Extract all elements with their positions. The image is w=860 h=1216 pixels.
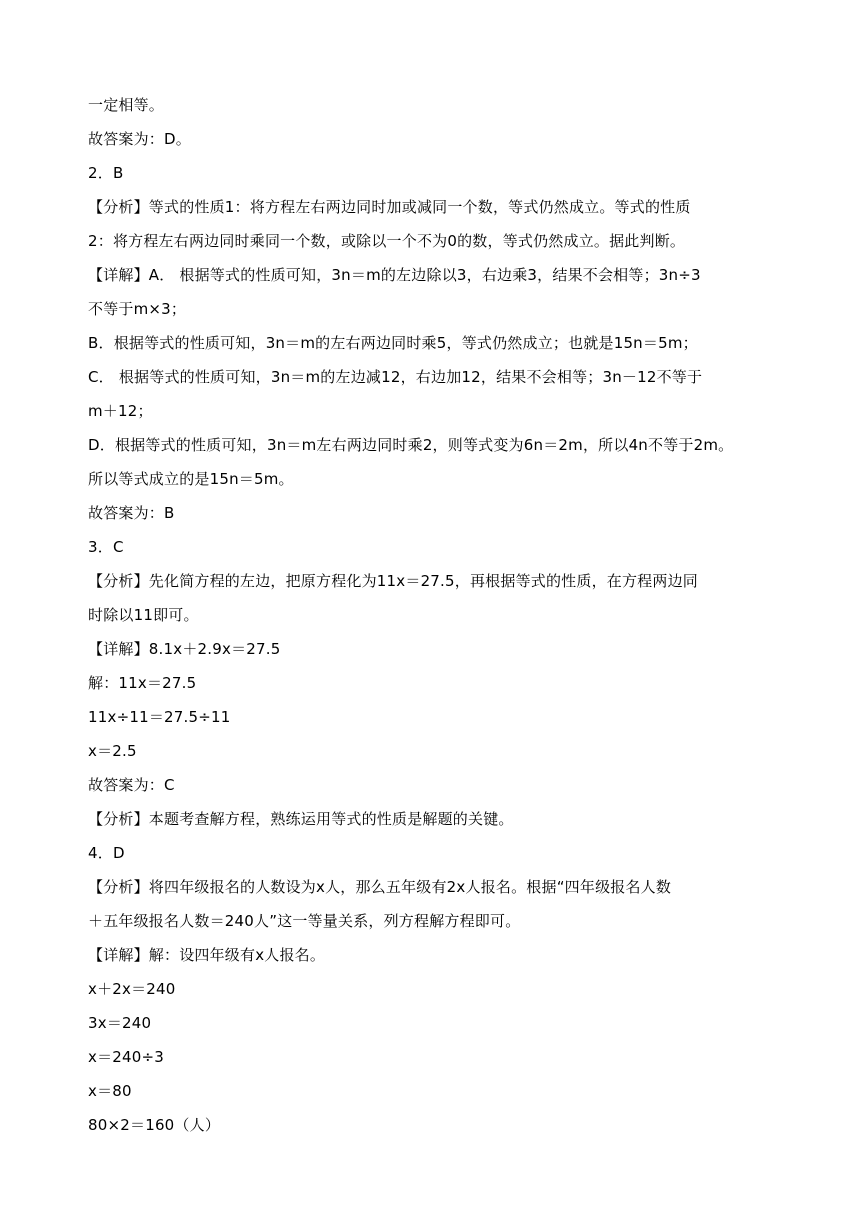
detail-line: 【详解】8.1x＋2.9x＝27.5 xyxy=(88,640,281,658)
text-line: 故答案为：C xyxy=(88,776,175,794)
detail-line: 【详解】解：设四年级有x人报名。 xyxy=(88,946,326,964)
text-line: C． 根据等式的性质可知，3n＝m的左边减12，右边加12，结果不会相等；3n－12不等于 xyxy=(88,368,703,386)
equation-line: x＝240÷3 xyxy=(88,1048,165,1066)
analysis-line: 【分析】等式的性质1：将方程左右两边同时加或减同一个数，等式仍然成立。等式的性质 xyxy=(88,198,691,216)
text-line: ＋五年级报名人数＝240人”这一等量关系，列方程解方程即可。 xyxy=(88,912,521,930)
detail-line: 【详解】A． 根据等式的性质可知，3n＝m的左边除以3，右边乘3，结果不会相等；3n÷3 xyxy=(88,266,701,284)
analysis-line: 【分析】将四年级报名的人数设为x人，那么五年级有2x人报名。根据“四年级报名人数 xyxy=(88,878,672,896)
text-line: m＋12； xyxy=(88,402,153,420)
text-line: 故答案为：D。 xyxy=(88,130,191,148)
equation-line: 3x＝240 xyxy=(88,1014,152,1032)
analysis-line: 【分析】先化简方程的左边，把原方程化为11x＝27.5，再根据等式的性质，在方程两边同 xyxy=(88,572,698,590)
analysis-line: 【分析】本题考查解方程，熟练运用等式的性质是解题的关键。 xyxy=(88,810,514,828)
text-line: 不等于m×3； xyxy=(88,300,187,318)
equation-line: 80×2＝160（人） xyxy=(88,1116,221,1134)
text-line: 时除以11即可。 xyxy=(88,606,199,624)
equation-line: x＋2x＝240 xyxy=(88,980,176,998)
text-line: 故答案为：B xyxy=(88,504,175,522)
text-line: 一定相等。 xyxy=(88,96,165,114)
text-line: 2：将方程左右两边同时乘同一个数，或除以一个不为0的数，等式仍然成立。据此判断。 xyxy=(88,232,686,250)
question-answer-heading: 3．C xyxy=(88,538,124,556)
question-answer-heading: 4．D xyxy=(88,844,125,862)
answer-text-body xyxy=(88,88,778,1142)
equation-line: x＝80 xyxy=(88,1082,132,1100)
equation-line: 解：11x＝27.5 xyxy=(88,674,197,692)
text-line: B．根据等式的性质可知，3n＝m的左右两边同时乘5，等式仍然成立；也就是15n＝5m； xyxy=(88,334,698,352)
question-answer-heading: 2．B xyxy=(88,164,124,182)
text-line: D．根据等式的性质可知，3n＝m左右两边同时乘2，则等式变为6n＝2m，所以4n不等于2m。 xyxy=(88,436,734,454)
text-line: 所以等式成立的是15n＝5m。 xyxy=(88,470,294,488)
equation-line: x＝2.5 xyxy=(88,742,137,760)
equation-line: 11x÷11＝27.5÷11 xyxy=(88,708,231,726)
